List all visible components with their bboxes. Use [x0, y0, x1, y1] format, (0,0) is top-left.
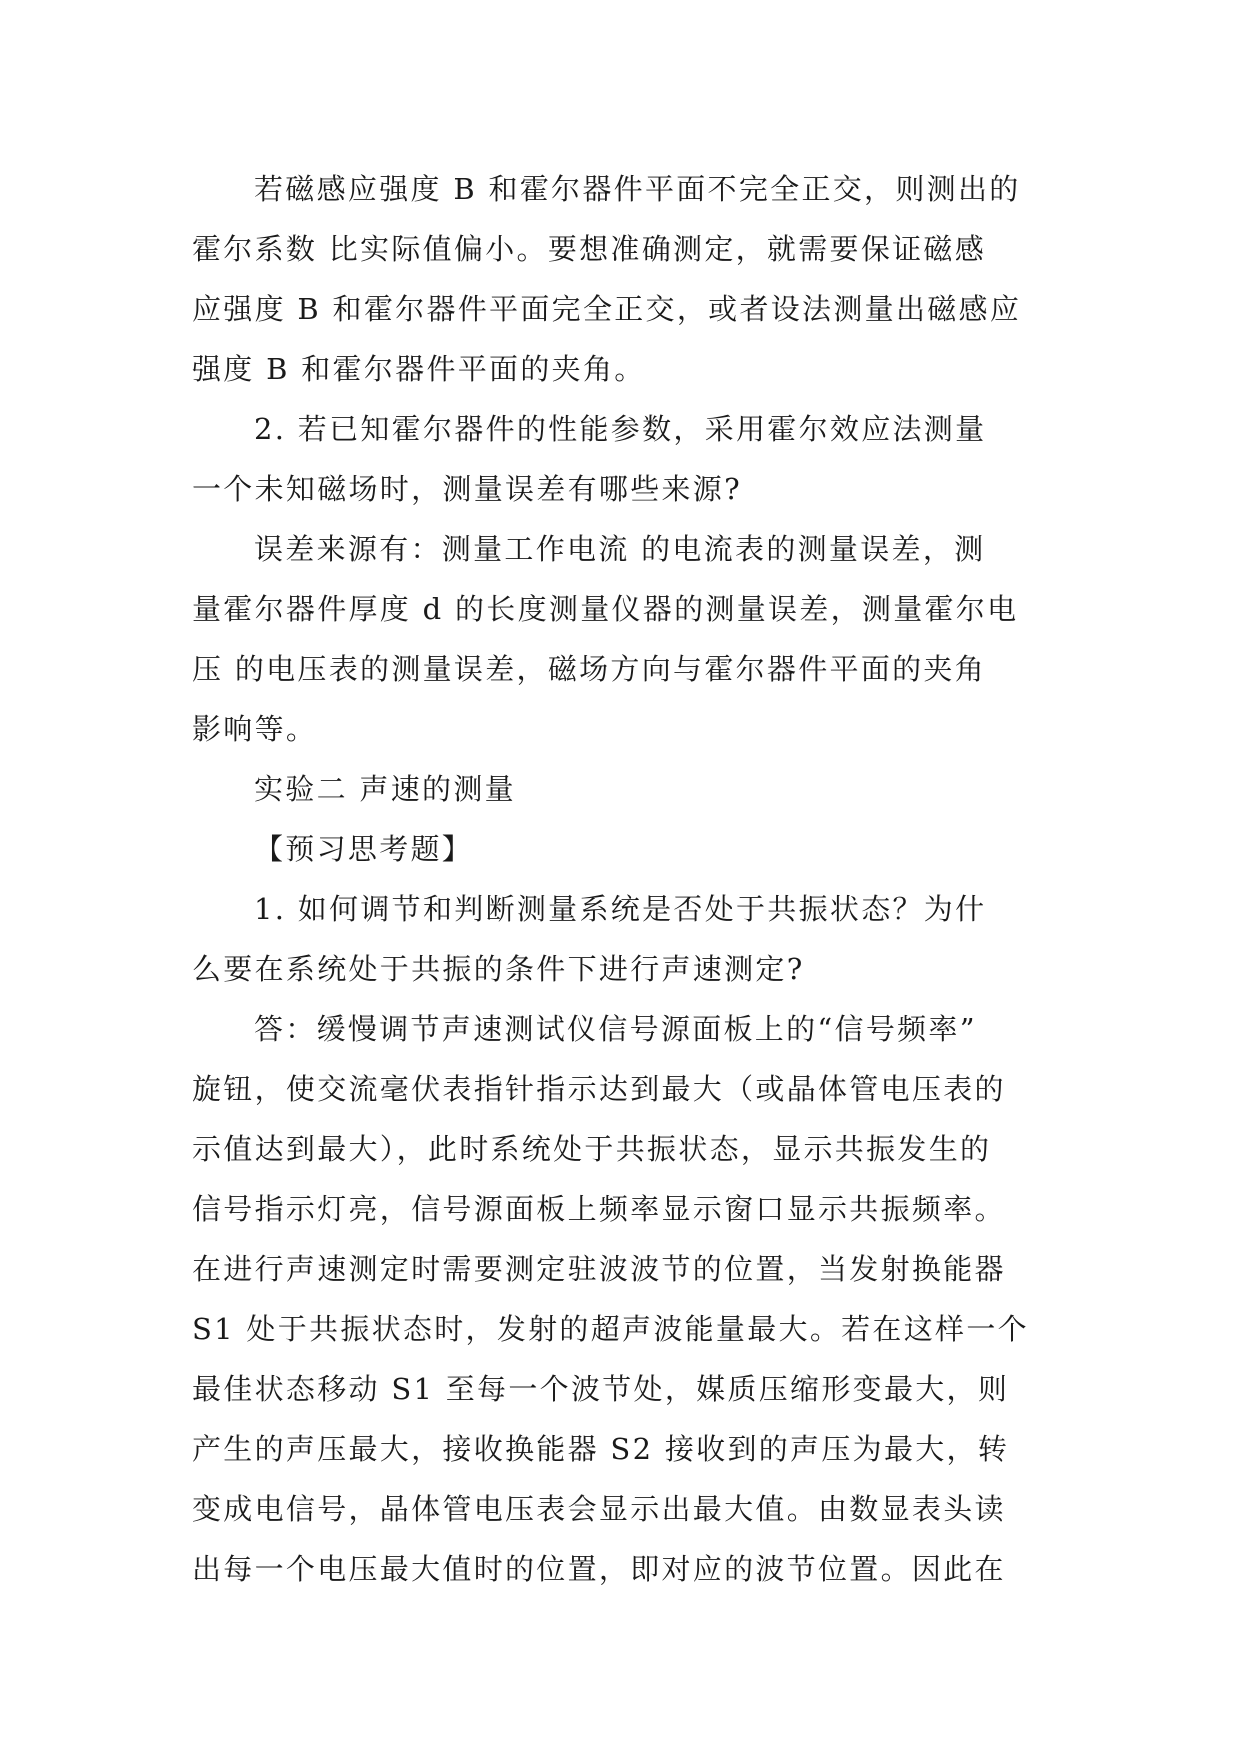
- question-heading: 1. 如何调节和判断测量系统是否处于共振状态？为什: [254, 892, 987, 926]
- text-line: 霍尔系数 比实际值偏小。要想准确测定，就需要保证磁感: [192, 232, 987, 266]
- text-line: 最佳状态移动 S1 至每一个波节处，媒质压缩形变最大，则: [192, 1372, 1010, 1406]
- text-line: S1 处于共振状态时，发射的超声波能量最大。若在这样一个: [192, 1312, 1029, 1346]
- text-line: 应强度 B 和霍尔器件平面完全正交，或者设法测量出磁感应: [192, 292, 1022, 326]
- subsection-title: 【预习思考题】: [254, 832, 474, 866]
- answer-paragraph: 答：缓慢调节声速测试仪信号源面板上的“信号频率”: [254, 1012, 977, 1046]
- text-line: 一个未知磁场时，测量误差有哪些来源?: [192, 472, 742, 506]
- text-line: 强度 B 和霍尔器件平面的夹角。: [192, 352, 646, 386]
- text-line: 信号指示灯亮，信号源面板上频率显示窗口显示共振频率。: [192, 1192, 1006, 1226]
- text-line: 出每一个电压最大值时的位置，即对应的波节位置。因此在: [192, 1552, 1006, 1586]
- section-title: 实验二 声速的测量: [254, 772, 516, 806]
- text-line: 量霍尔器件厚度 d 的长度测量仪器的测量误差，测量霍尔电: [192, 592, 1019, 626]
- text-line: 旋钮，使交流毫伏表指针指示达到最大（或晶体管电压表的: [192, 1072, 1006, 1106]
- text-line: 变成电信号，晶体管电压表会显示出最大值。由数显表头读: [192, 1492, 1006, 1526]
- text-line: 在进行声速测定时需要测定驻波波节的位置，当发射换能器: [192, 1252, 1006, 1286]
- answer-paragraph: 误差来源有：测量工作电流 的电流表的测量误差，测: [254, 532, 986, 566]
- text-line: 压 的电压表的测量误差，磁场方向与霍尔器件平面的夹角: [192, 652, 987, 686]
- text-line: 示值达到最大），此时系统处于共振状态，显示共振发生的: [192, 1132, 992, 1166]
- text-line: 影响等。: [192, 712, 318, 746]
- text-line: 么要在系统处于共振的条件下进行声速测定?: [192, 952, 805, 986]
- text-line: 产生的声压最大，接收换能器 S2 接收到的声压为最大，转: [192, 1432, 1010, 1466]
- question-heading: 2. 若已知霍尔器件的性能参数，采用霍尔效应法测量: [254, 412, 987, 446]
- text-line: 若磁感应强度 B 和霍尔器件平面不完全正交，则测出的: [254, 172, 1021, 206]
- document-body: [192, 159, 1052, 1599]
